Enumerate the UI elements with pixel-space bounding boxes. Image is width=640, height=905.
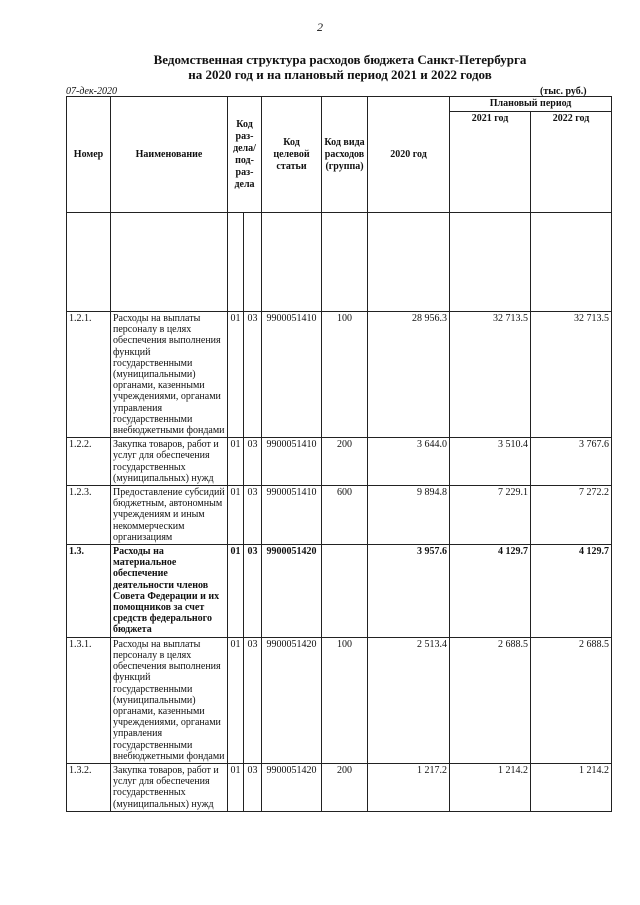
units-note: (тыс. руб.) <box>540 86 587 97</box>
row-number: 1.2.3. <box>67 486 111 545</box>
row-value-2022: 2 688.5 <box>531 637 612 763</box>
row-value-2022: 3 767.6 <box>531 438 612 486</box>
row-number: 1.2.1. <box>67 312 111 438</box>
row-expense-type <box>322 545 368 638</box>
row-value-2020: 28 956.3 <box>368 312 450 438</box>
row-subsection-code: 03 <box>244 545 262 638</box>
row-number: 1.3. <box>67 545 111 638</box>
table-row <box>67 312 612 438</box>
row-target-code: 9900051420 <box>262 545 322 638</box>
row-number: 1.3.2. <box>67 763 111 811</box>
table-row <box>67 486 612 545</box>
table-header <box>67 97 612 312</box>
title-line-1: Ведомственная структура расходов бюджета Санкт-Петербурга <box>153 52 527 67</box>
row-value-2020: 3 957.6 <box>368 545 450 638</box>
row-expense-type: 600 <box>322 486 368 545</box>
header-expense-type: Код вида расходов (группа) <box>322 97 368 213</box>
header-year-2022: 2022 год <box>531 112 612 213</box>
row-target-code: 9900051410 <box>262 438 322 486</box>
document-title <box>60 52 620 82</box>
row-target-code: 9900051420 <box>262 763 322 811</box>
row-target-code: 9900051410 <box>262 486 322 545</box>
row-subsection-code: 03 <box>244 312 262 438</box>
row-section-code: 01 <box>228 637 244 763</box>
budget-table <box>66 96 612 812</box>
row-value-2020: 3 644.0 <box>368 438 450 486</box>
header-target-code: Код целевой статьи <box>262 97 322 213</box>
row-name: Расходы на выплаты персоналу в целях обеспечения выполнения функций государственными (муниципальными) органами, казенными учреждениями, органами управления государственными внебюджетными фондами <box>111 312 228 438</box>
row-section-code: 01 <box>228 438 244 486</box>
table-row <box>67 637 612 763</box>
row-expense-type: 100 <box>322 312 368 438</box>
table-row <box>67 763 612 811</box>
row-section-code: 01 <box>228 763 244 811</box>
row-name: Предоставление субсидий бюджетным, автономным учреждениям и иным некоммерческим организациям <box>111 486 228 545</box>
row-subsection-code: 03 <box>244 637 262 763</box>
row-expense-type: 200 <box>322 438 368 486</box>
row-value-2020: 9 894.8 <box>368 486 450 545</box>
row-value-2021: 2 688.5 <box>450 637 531 763</box>
document-date: 07-дек-2020 <box>66 86 117 97</box>
header-year-2021: 2021 год <box>450 112 531 213</box>
row-target-code: 9900051420 <box>262 637 322 763</box>
row-value-2021: 4 129.7 <box>450 545 531 638</box>
row-value-2020: 2 513.4 <box>368 637 450 763</box>
header-planned-period: Плановый период <box>450 97 612 112</box>
row-section-code: 01 <box>228 545 244 638</box>
row-value-2021: 7 229.1 <box>450 486 531 545</box>
row-number: 1.2.2. <box>67 438 111 486</box>
row-section-code: 01 <box>228 486 244 545</box>
title-line-2: на 2020 год и на плановый период 2021 и 2022 годов <box>188 67 492 82</box>
header-number: Номер <box>67 97 111 213</box>
row-section-code: 01 <box>228 312 244 438</box>
row-expense-type: 200 <box>322 763 368 811</box>
row-subsection-code: 03 <box>244 486 262 545</box>
row-value-2022: 1 214.2 <box>531 763 612 811</box>
row-value-2020: 1 217.2 <box>368 763 450 811</box>
table-row <box>67 545 612 638</box>
header-spacer <box>67 213 612 312</box>
row-name: Закупка товаров, работ и услуг для обеспечения государственных (муниципальных) нужд <box>111 438 228 486</box>
row-value-2021: 3 510.4 <box>450 438 531 486</box>
header-section-code: Код раз- дела/ под- раз- дела <box>228 97 262 213</box>
row-value-2021: 1 214.2 <box>450 763 531 811</box>
row-subsection-code: 03 <box>244 763 262 811</box>
row-name: Закупка товаров, работ и услуг для обеспечения государственных (муниципальных) нужд <box>111 763 228 811</box>
header-name: Наименование <box>111 97 228 213</box>
row-value-2022: 4 129.7 <box>531 545 612 638</box>
table-body <box>67 312 612 812</box>
table-row <box>67 438 612 486</box>
row-value-2021: 32 713.5 <box>450 312 531 438</box>
row-subsection-code: 03 <box>244 438 262 486</box>
row-target-code: 9900051410 <box>262 312 322 438</box>
row-name: Расходы на выплаты персоналу в целях обеспечения выполнения функций государственными (муниципальными) органами, казенными учреждениями, органами управления государственными внебюджетными фондами <box>111 637 228 763</box>
row-expense-type: 100 <box>322 637 368 763</box>
row-name: Расходы на материальное обеспечение деятельности членов Совета Федерации и их помощников за счет средств федерального бюджета <box>111 545 228 638</box>
row-number: 1.3.1. <box>67 637 111 763</box>
header-year-2020: 2020 год <box>368 97 450 213</box>
page-number: 2 <box>317 20 323 34</box>
row-value-2022: 7 272.2 <box>531 486 612 545</box>
row-value-2022: 32 713.5 <box>531 312 612 438</box>
